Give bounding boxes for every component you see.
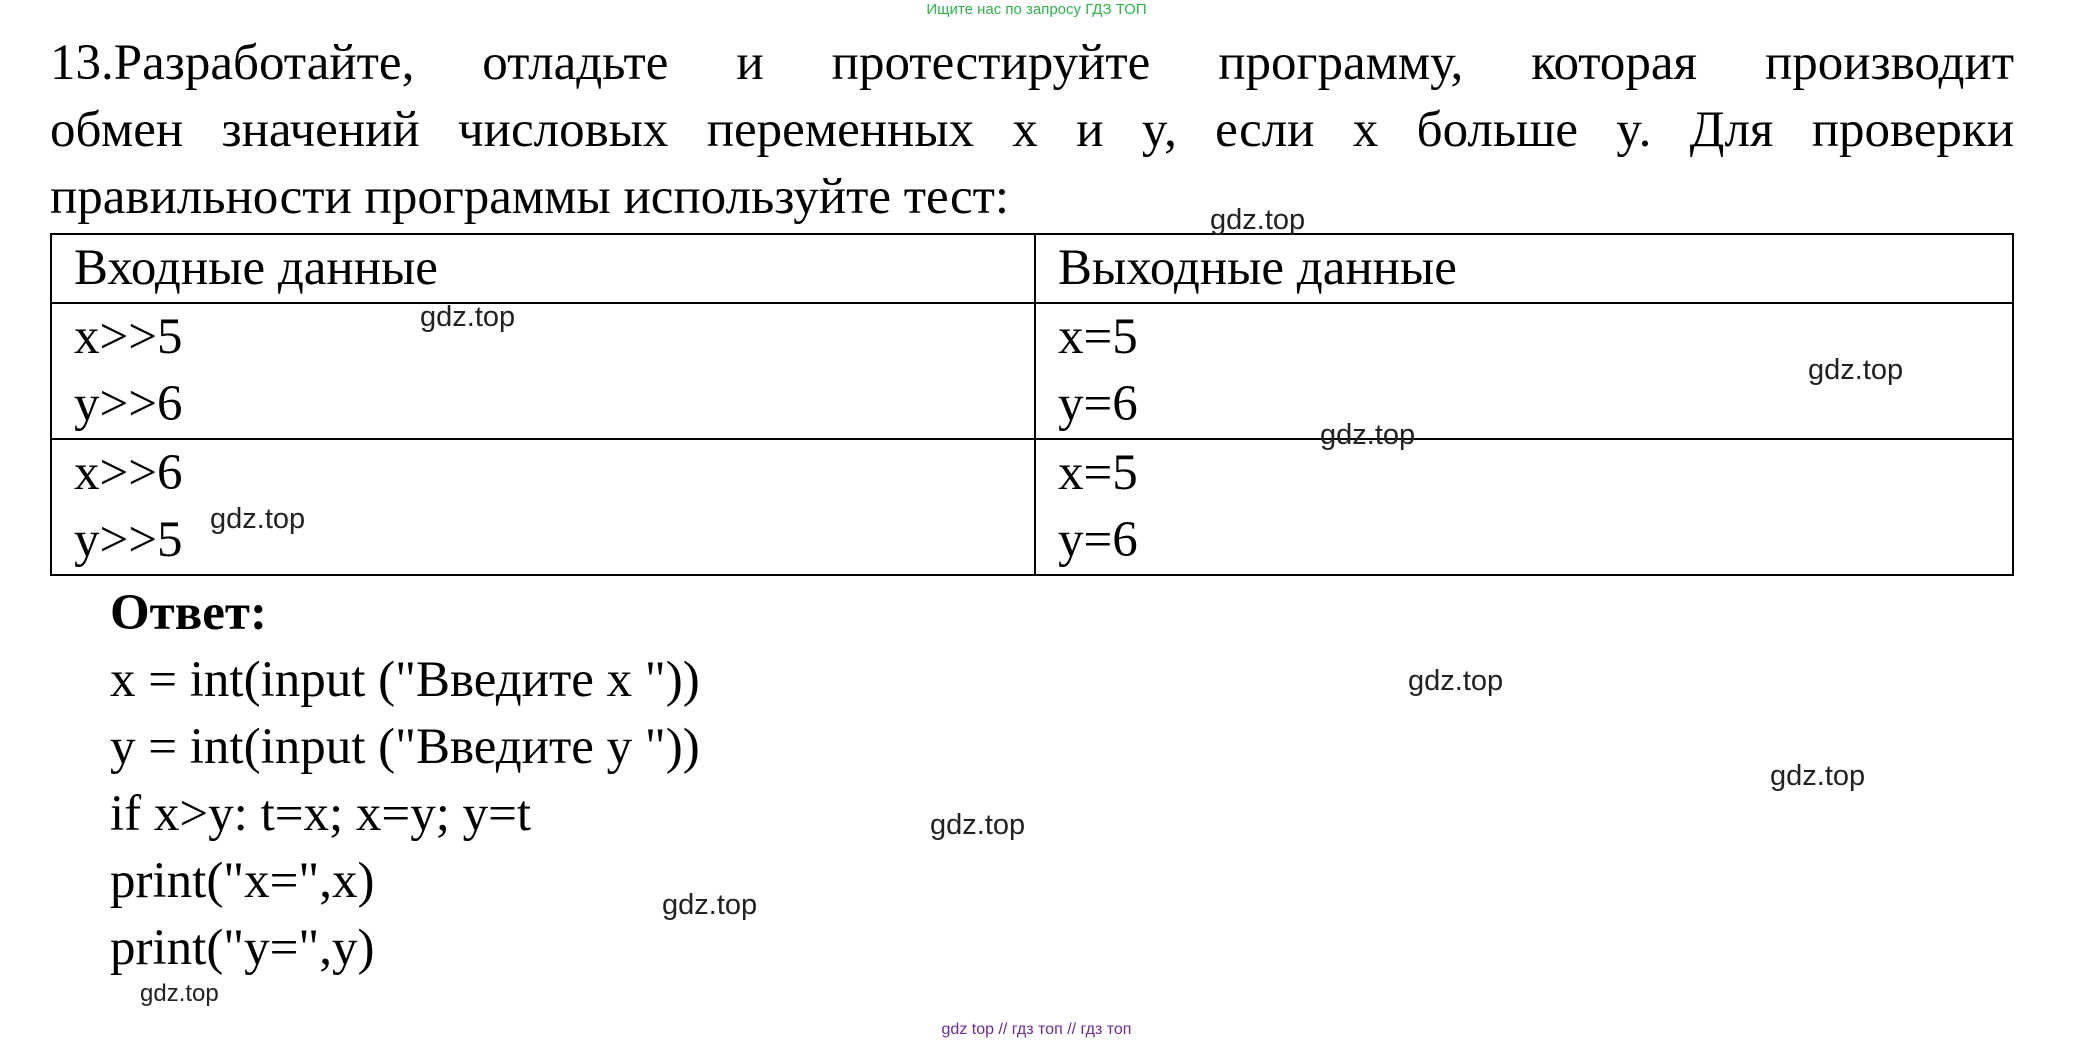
header-input: Входные данные	[51, 234, 1035, 303]
watermark: gdz.top	[662, 889, 758, 921]
cell-line: x=5	[1058, 445, 1138, 501]
header-output: Выходные данные	[1035, 234, 2013, 303]
footer-links: gdz top // гдз топ // гдз топ	[941, 1021, 1132, 1038]
cell-line: x>>5	[74, 309, 183, 365]
cell-line: y=6	[1058, 376, 1138, 432]
cell-line: y>>5	[74, 512, 183, 568]
watermark: gdz.top	[1408, 665, 1504, 697]
top-banner: Ищите нас по запросу ГДЗ ТОП	[926, 1, 1147, 18]
answer-label: Ответ:	[110, 585, 267, 641]
watermark: gdz.top	[1770, 760, 1866, 792]
cell-line: y=6	[1058, 512, 1138, 568]
code-line: if x>y: t=x; x=y; y=t	[110, 786, 532, 842]
input-cell	[51, 439, 1035, 575]
task-line: правильности программы используйте тест:	[50, 169, 1010, 225]
input-cell	[51, 303, 1035, 439]
code-line: y = int(input ("Введите y "))	[110, 719, 700, 775]
watermark: gdz.top	[210, 503, 306, 535]
task-line: 13.Разработайте, отладьте и протестируйте программу, которая производит	[50, 35, 2014, 91]
code-line: x = int(input ("Введите x "))	[110, 652, 700, 708]
cell-line: x>>6	[74, 445, 183, 501]
code-line: print("y=",y)	[110, 920, 375, 976]
code-line: print("x=",x)	[110, 853, 375, 909]
table-row	[51, 303, 2013, 439]
cell-line: x=5	[1058, 309, 1138, 365]
task-text	[50, 30, 2014, 231]
table-header-row	[51, 234, 2013, 303]
answer-block	[110, 580, 700, 982]
cell-line: y>>6	[74, 376, 183, 432]
table-row	[51, 439, 2013, 575]
watermark: gdz.top	[1320, 419, 1416, 451]
test-table	[50, 233, 2014, 576]
watermark: gdz.top	[140, 980, 219, 1007]
watermark: gdz.top	[930, 809, 1026, 841]
watermark: gdz.top	[420, 301, 516, 333]
watermark: gdz.top	[1210, 204, 1306, 236]
watermark: gdz.top	[1808, 354, 1904, 386]
output-cell	[1035, 439, 2013, 575]
task-line: обмен значений числовых переменных x и y, если x больше y. Для проверки	[50, 102, 2014, 158]
